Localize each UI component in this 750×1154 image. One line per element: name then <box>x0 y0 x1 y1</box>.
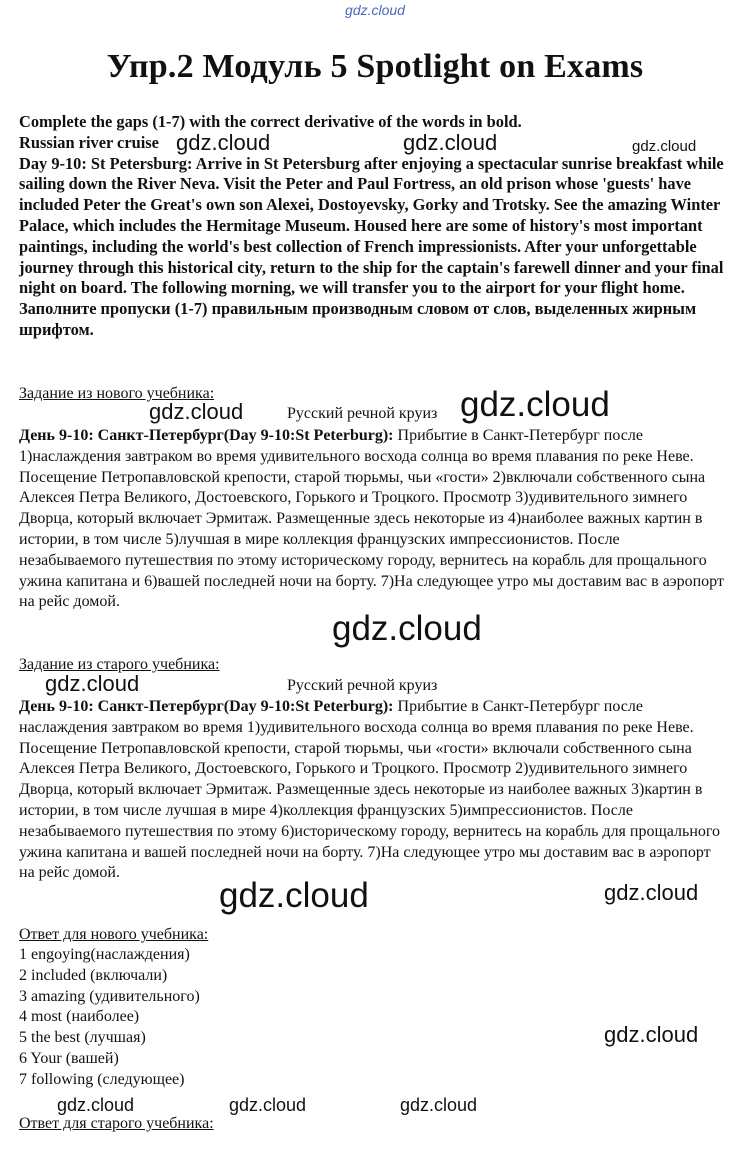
watermark-text: gdz.cloud <box>219 876 369 915</box>
answers-old-label: Ответ для старого учебника: <box>19 1115 214 1132</box>
russian-instruction: Заполните пропуски (1-7) правильным производным словом от слов, выделенных жирным шрифтом. <box>19 299 697 339</box>
answers-new-label: Ответ для нового учебника: <box>19 926 209 943</box>
answers-new-list <box>19 945 200 1091</box>
watermark-text: gdz.cloud <box>400 1095 478 1115</box>
watermark-text: gdz.cloud <box>632 138 697 155</box>
answer-item: 3 amazing (удивительного) <box>19 987 200 1005</box>
watermark-text: gdz.cloud <box>604 880 699 905</box>
new-task-text: Прибытие в Санкт-Петербург после 1)наслаждения завтраком во время удивительного восхода солнца во время плавания по реке Неве. Посещение Петропавловской крепости, старой тюрьмы, чьи «гости» 2)включали собственного сына Алексея Петра Великого, Достоевского, Горького и Троцкого. Просмотр 3)удивительного зимнего Дворца, который включает Эрмитаж. Размещенные здесь некоторые из 4)наиболее важных картин в истории, в том числе 5)лучшая в мире коллекция французских импрессионистов. После незабываемого путешествия по этому историческому городу, вернитесь на корабль для прощального ужина капитана и 6)вашей последней ночи на борту. 7)На следующее утро мы доставим вас в аэропорт на рейс домой. <box>19 427 724 611</box>
new-task-heading: Русский речной круиз <box>287 405 438 422</box>
answer-item: 1 engoying(наслаждения) <box>19 946 190 963</box>
exercise-text: Day 9-10: St Petersburg: Arrive in St Petersburg after enjoying a spectacular sunrise breakfast while sailing down the River Neva. Visit the Peter and Paul Fortress, an old prison whose 'guests' have included Peter the Great's own son Alexei, Dostoyevsky, Gorky and Trotsky. See the amazing Winter <box>19 153 724 215</box>
watermark-text: gdz.cloud <box>229 1095 307 1115</box>
header-watermark: gdz.cloud <box>345 2 405 18</box>
old-task-text: Прибытие в Санкт-Петербург после наслаждения завтраком во время 1)удивительного восхода солнца во время плавания по реке Неве. Посещение Петропавловской крепости, старой тюрьмы, чьи «гости» включали собственного сына Алексея Петра Великого, Достоевского, Горького и Троцкого. Просмотр 2)удивительного зимнего Дворца, который включает Эрмитаж. Размещенные здесь некоторые из наиболее важных 3)картин в истории, в том числе лучшая в мире 4)коллекция французских 5)импрессионистов. После незабываемого путешествия по этому 6)историческому городу, вернитесь на корабль для прощального ужина капитана и вашей последней ночи на борту. 7)На следующее утро мы доставим вас в аэропорт на рейс домой. <box>19 698 721 882</box>
old-task-heading: Русский речной круиз <box>287 677 438 694</box>
answer-item: 7 following (следующее) <box>19 1070 185 1088</box>
watermark-text: gdz.cloud <box>604 1022 699 1047</box>
new-task-label: Задание из нового учебника: <box>19 385 215 402</box>
watermark-text: gdz.cloud <box>176 130 271 155</box>
answer-item: 6 Your (вашей) <box>19 1049 119 1067</box>
exercise-instruction: Complete the gaps (1-7) with the correct derivative of the words in bold. <box>19 112 522 131</box>
english-exercise-block <box>19 112 725 341</box>
exercise-text-continued: Palace, which includes the Hermitage Museum. Housed here are some of history's most important paintings, including the world's best collection of French impressionists. After your unforgettable journey through this historical city, return to the ship for the captain's farewell dinner and your final night on board. The following morning, we will transfer you to the airport for your flight home. <box>19 215 724 298</box>
exercise-heading: Russian river cruise <box>19 132 159 152</box>
watermark-text: gdz.cloud <box>45 671 140 696</box>
old-task-text-block <box>19 697 725 884</box>
page-title: Упр.2 Модуль 5 Spotlight on Exams <box>106 48 644 85</box>
new-task-text-block <box>19 426 725 613</box>
watermark-text: gdz.cloud <box>460 385 610 424</box>
old-task-day-lead: День 9-10: Санкт-Петербург(Day 9-10:St Peterburg): <box>19 698 394 715</box>
watermark-text: gdz.cloud <box>149 399 244 424</box>
answer-item: 2 included (включали) <box>19 966 168 984</box>
watermark-text: gdz.cloud <box>57 1095 135 1115</box>
answer-item: 4 most (наиболее) <box>19 1008 140 1026</box>
new-task-day-lead: День 9-10: Санкт-Петербург(Day 9-10:St Peterburg): <box>19 427 394 444</box>
watermark-text: gdz.cloud <box>332 609 482 648</box>
old-task-label: Задание из старого учебника: <box>19 656 220 673</box>
answer-item: 5 the best (лучшая) <box>19 1029 146 1047</box>
watermark-text: gdz.cloud <box>403 130 498 155</box>
